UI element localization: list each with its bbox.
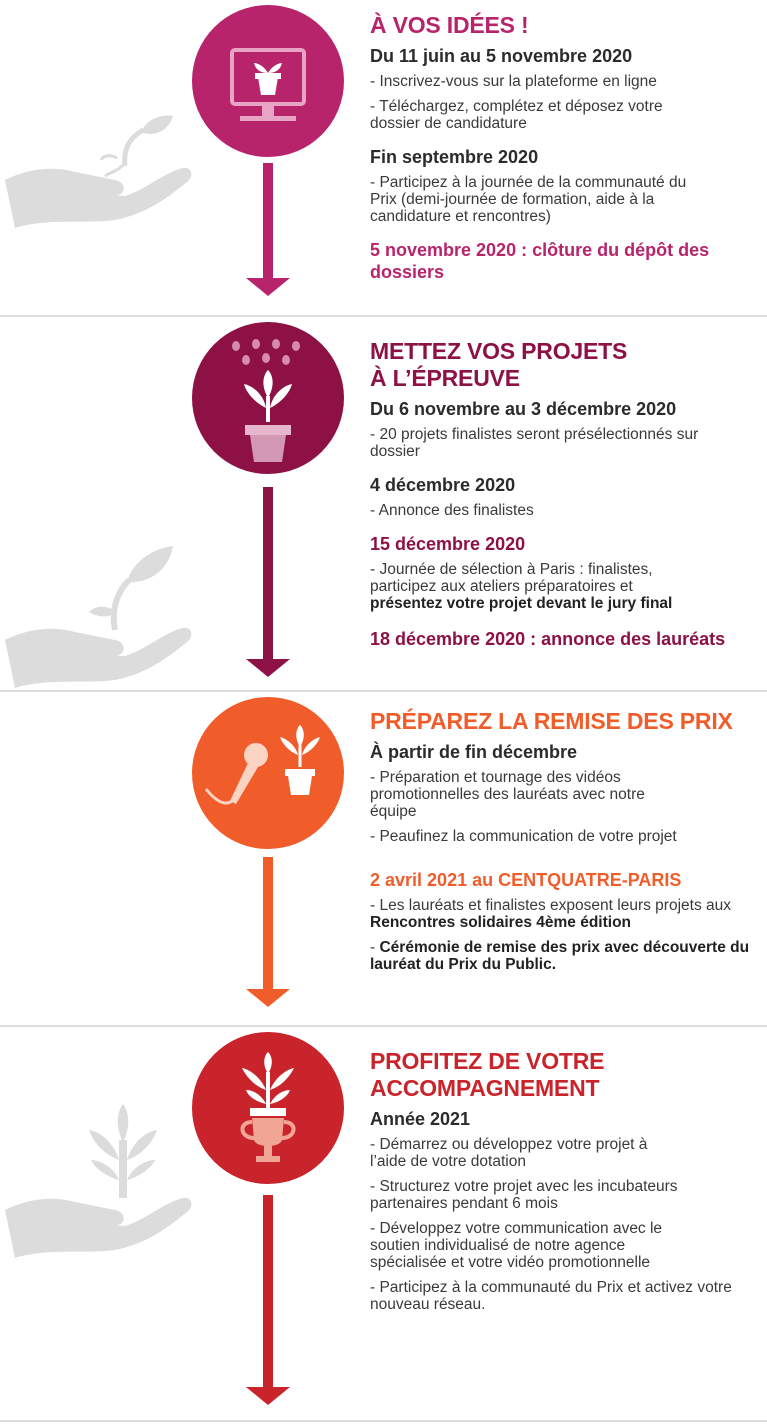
section2-arrow-down-icon [246, 659, 290, 677]
section4-arrow-down-icon [246, 1387, 290, 1405]
section2-accent-date: 15 décembre 2020 [370, 534, 526, 554]
section-divider-1 [0, 315, 767, 317]
section1-highlight: 5 novembre 2020 : clôture du dépôt des dossiers [370, 240, 710, 282]
section1-item-2: - Téléchargez, complétez et déposez votre dossier de candidature [370, 98, 663, 132]
section4-item-1: - Démarrez ou développez votre projet à l’aide de votre dotation [370, 1136, 648, 1170]
section2-text [370, 338, 755, 656]
hand-seedling-icon [5, 110, 195, 240]
section4-timeline-line [263, 1195, 273, 1387]
section3-accent-date: 2 avril 2021 au CENTQUATRE-PARIS [370, 870, 682, 890]
section3-timeline-line [263, 857, 273, 989]
watering-plant-icon [192, 322, 344, 474]
section2-date-1: Du 6 novembre au 3 décembre 2020 [370, 399, 677, 419]
section1-timeline-line [263, 163, 273, 278]
section-divider-3 [0, 1025, 767, 1027]
section1-item-3: - Participez à la journée de la communauté du Prix (demi-journée de formation, aide à la candidature et rencontres) [370, 174, 687, 225]
section2-highlight: 18 décembre 2020 : annonce des lauréats [370, 629, 726, 649]
microphone-plant-icon [192, 697, 344, 849]
section1-date-2: Fin septembre 2020 [370, 147, 539, 167]
section3-item-3-bold: Rencontres solidaires 4ème édition [370, 914, 632, 931]
section1-date-1: Du 11 juin au 5 novembre 2020 [370, 46, 633, 66]
section3-icon-circle [192, 697, 344, 849]
trophy-plant-icon [192, 1032, 344, 1184]
hand-sprout-icon [5, 540, 195, 690]
section2-date-2: 4 décembre 2020 [370, 475, 516, 495]
section4-item-2: - Structurez votre projet avec les incubateurs partenaires pendant 6 mois [370, 1178, 678, 1212]
section1-arrow-down-icon [246, 278, 290, 296]
section4-item-3: - Développez votre communication avec le soutien individualisé de notre agence spécialisée et votre vidéo promotionnelle [370, 1220, 663, 1271]
section2-title-line-2: À L’ÉPREUVE [370, 365, 520, 391]
section2-item-2: - Annonce des finalistes [370, 502, 534, 519]
section3-text [370, 708, 755, 981]
section4-text [370, 1048, 755, 1321]
section4-icon-circle [192, 1032, 344, 1184]
section3-arrow-down-icon [246, 989, 290, 1007]
section3-item-4-bold: Cérémonie de remise des prix avec découverte du lauréat du Prix du Public. [370, 939, 750, 973]
hand-tree-icon [5, 1090, 195, 1260]
section3-title: PRÉPAREZ LA REMISE DES PRIX [370, 708, 733, 734]
section-divider-2 [0, 690, 767, 692]
section1-title: À VOS IDÉES ! [370, 12, 529, 38]
section4-item-4: - Participez à la communauté du Prix et activez votre nouveau réseau. [370, 1279, 732, 1313]
section2-item-1: - 20 projets finalistes seront présélectionnés sur dossier [370, 426, 699, 460]
section3-item-4 [370, 939, 750, 973]
section4-title-line-1: PROFITEZ DE VOTRE [370, 1048, 605, 1074]
computer-plant-icon [192, 5, 344, 157]
section3-item-2: - Peaufinez la communication de votre projet [370, 828, 677, 845]
section2-timeline-line [263, 487, 273, 659]
section1-icon-circle [192, 5, 344, 157]
section3-date-1: À partir de fin décembre [370, 742, 578, 762]
section3-item-1: - Préparation et tournage des vidéos promotionnelles des lauréats avec notre équipe [370, 769, 645, 820]
section2-item-3-bold: présentez votre projet devant le jury final [370, 595, 673, 612]
section3-item-3-text: - Les lauréats et finalistes exposent leurs projets aux [370, 897, 731, 914]
section3-item-4-dash: - [370, 939, 376, 956]
section4-title-line-2: ACCOMPAGNEMENT [370, 1075, 600, 1101]
section-divider-4 [0, 1420, 767, 1422]
section1-text [370, 12, 755, 289]
section2-item-3-text: - Journée de sélection à Paris : finalistes, participez aux ateliers préparatoires et [370, 561, 653, 595]
section3-item-3 [370, 897, 750, 931]
section1-item-1: - Inscrivez-vous sur la plateforme en ligne [370, 73, 657, 90]
section2-icon-circle [192, 322, 344, 474]
section4-date-1: Année 2021 [370, 1109, 471, 1129]
section2-item-3 [370, 561, 700, 612]
section2-title-line-1: METTEZ VOS PROJETS [370, 338, 628, 364]
